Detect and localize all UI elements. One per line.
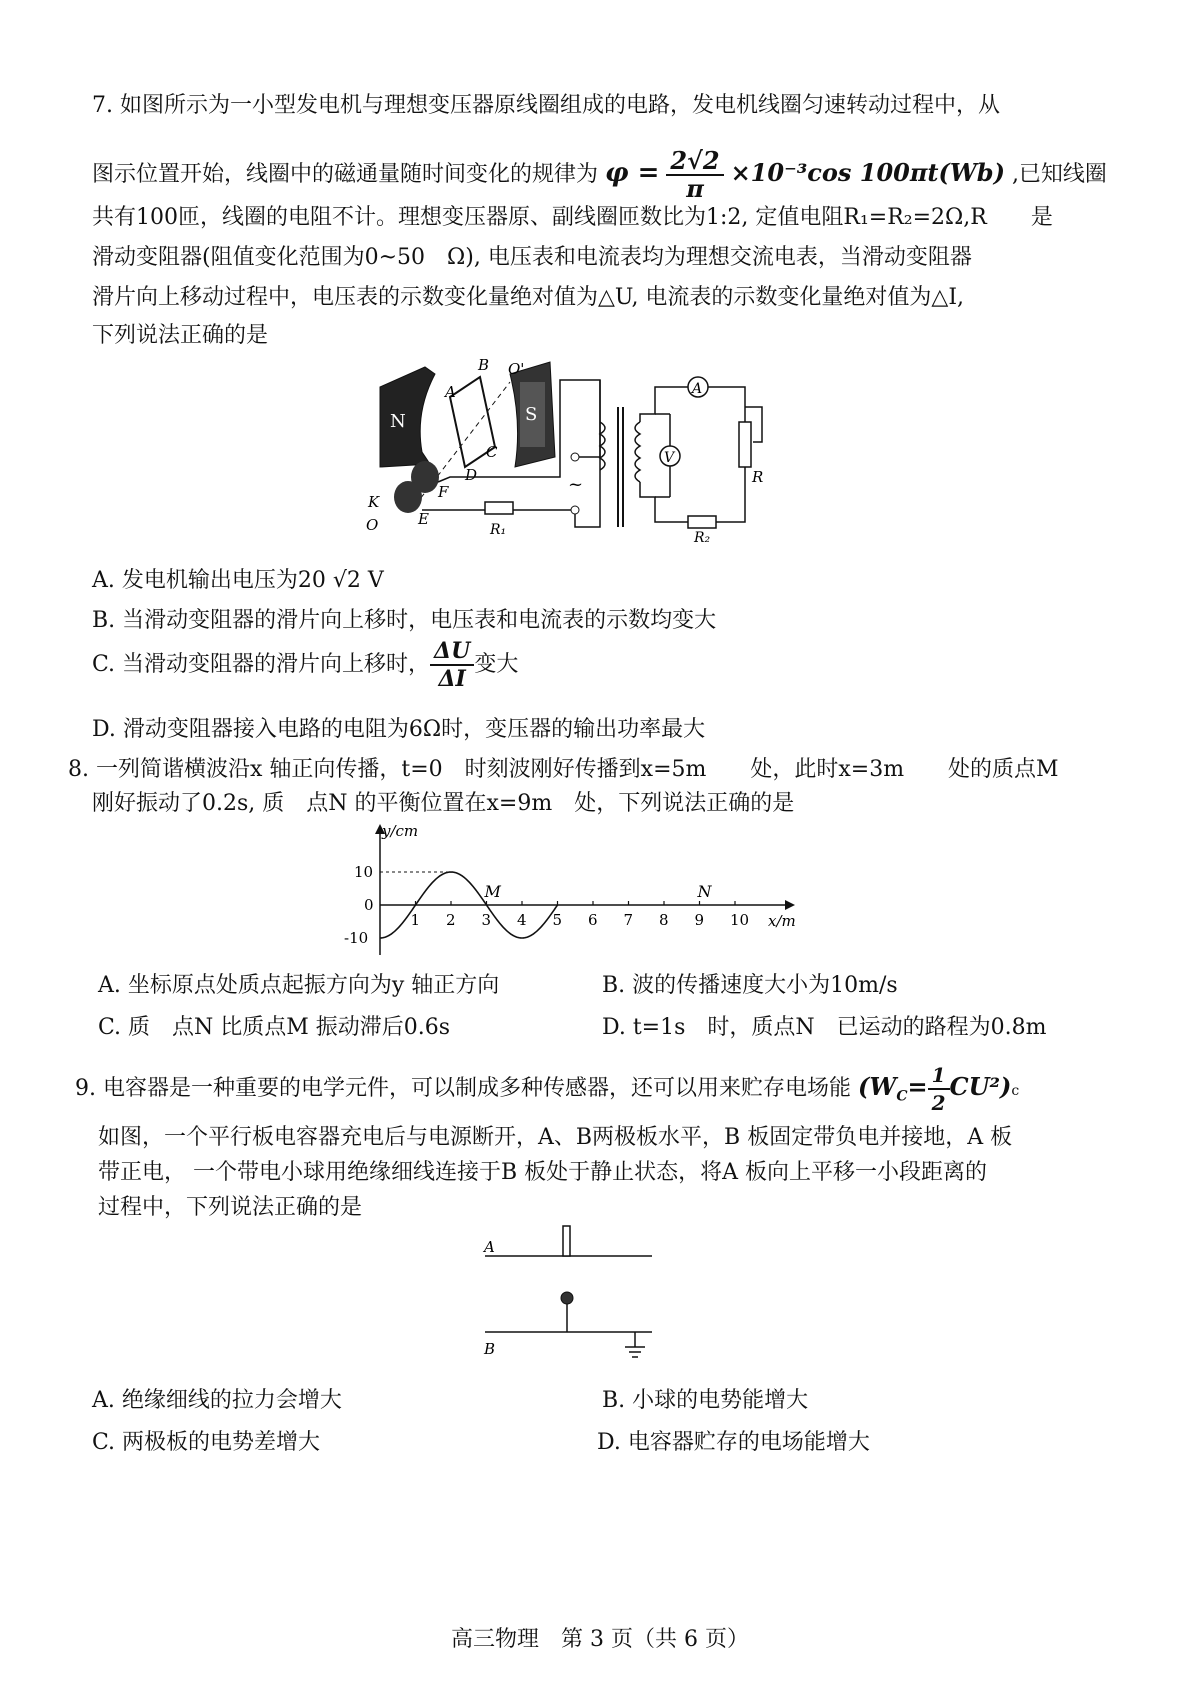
- axis-label-o-prime: O': [508, 360, 525, 378]
- q7-fraction: [666, 148, 723, 202]
- south-magnet-label: S: [525, 404, 538, 425]
- q9-formula-eq: =: [907, 1072, 928, 1101]
- q9-line-1: [75, 1062, 1019, 1116]
- coil-label-d: D: [465, 466, 478, 484]
- wire-primary-return: [575, 380, 600, 527]
- q8-option-d[interactable]: D. t=1s 时，质点N 已运动的路程为0.8m: [602, 1015, 1047, 1040]
- axis-label-o: O: [366, 516, 379, 534]
- q7-option-c-fraction: [430, 638, 474, 692]
- slip-ring-e: [394, 481, 422, 513]
- q7-line-4: 滑动变阻器(阻值变化范围为0~50 Ω), 电压表和电流表均为理想交流电表，当滑动变阻器: [92, 245, 972, 270]
- y-tick-label: 0: [364, 896, 374, 914]
- point-label-n: N: [697, 882, 712, 901]
- north-magnet-label: N: [390, 411, 406, 432]
- y-axis-label: y/cm: [382, 822, 419, 840]
- x-tick-label: 8: [659, 911, 669, 929]
- x-tick-label: 5: [552, 911, 563, 929]
- q9-line-1-pre: 9. 电容器是一种重要的电学元件，可以制成多种传感器，还可以用来贮存电场能: [75, 1076, 851, 1101]
- q9-formula-sub: C: [896, 1088, 908, 1105]
- ac-symbol: ~: [568, 474, 584, 495]
- q9-option-a[interactable]: A. 绝缘细线的拉力会增大: [92, 1388, 342, 1413]
- x-tick-label: 6: [588, 911, 598, 929]
- plate-b-label: B: [484, 1340, 496, 1358]
- plate-a-label: A: [484, 1238, 495, 1256]
- q7-line-1: 7. 如图所示为一小型发电机与理想变压器原线圈组成的电路，发电机线圈匀速转动过程中，从: [92, 93, 1000, 118]
- ring-label-e: E: [418, 510, 429, 528]
- q7-line-2: [92, 148, 1107, 202]
- q7-option-c-pre: C. 当滑动变阻器的滑片向上移时，: [92, 652, 431, 677]
- q9-fraction-den: 2: [931, 1091, 946, 1115]
- q8-wave-chart: [330, 820, 800, 960]
- q9-formula-pre: (W: [858, 1072, 897, 1101]
- q8-line-2: 刚好振动了0.2s, 质 点N 的平衡位置在x=9m 处，下列说法正确的是: [92, 791, 795, 816]
- x-tick-label: 2: [446, 911, 456, 929]
- north-magnet: [380, 367, 435, 467]
- q9-line-1-end: c: [1011, 1083, 1020, 1099]
- secondary-wire-bottom: [640, 467, 745, 522]
- q9-option-b[interactable]: B. 小球的电势能增大: [602, 1388, 809, 1413]
- voltmeter-label: V: [664, 450, 675, 466]
- q7-formula-tail: ×10⁻³cos 100πt(Wb): [730, 158, 1005, 187]
- terminal-top: [571, 453, 579, 461]
- resistor-r1: [485, 502, 513, 514]
- ring-label-k: K: [368, 493, 380, 511]
- coil-label-c: C: [486, 443, 498, 461]
- q7-fraction-num: 2√2: [666, 148, 723, 176]
- x-axis-label: x/m: [768, 912, 796, 930]
- x-tick-label: 10: [730, 911, 750, 929]
- q7-line-2-post: ,已知线圈: [1011, 162, 1107, 187]
- q9-fraction-num: 1: [928, 1062, 950, 1090]
- q8-option-a[interactable]: A. 坐标原点处质点起振方向为y 轴正方向: [98, 973, 500, 998]
- x-tick-label: 4: [517, 911, 527, 929]
- q9-line-3: 带正电， 一个带电小球用绝缘细线连接于B 板处于静止状态，将A 板向上平移一小段距离的: [98, 1160, 988, 1185]
- q8-option-b[interactable]: B. 波的传播速度大小为10m/s: [602, 973, 898, 998]
- q7-option-d[interactable]: D. 滑动变阻器接入电路的电阻为6Ω时，变压器的输出功率最大: [92, 717, 706, 742]
- ring-label-f: F: [438, 483, 449, 501]
- q7-line-6: 下列说法正确的是: [92, 323, 269, 348]
- q7-option-c-num: ΔU: [430, 638, 474, 666]
- q7-option-c[interactable]: [92, 638, 518, 692]
- resistor-r2: [688, 516, 716, 528]
- ammeter-label: A: [692, 381, 703, 397]
- q9-fraction: [928, 1062, 950, 1116]
- q9-capacitor-figure: [480, 1220, 670, 1365]
- page-footer: 高三物理 第 3 页（共 6 页）: [451, 1627, 749, 1652]
- rheostat-r: [739, 422, 751, 467]
- q7-fraction-den: π: [686, 174, 704, 203]
- x-tick-label: 7: [623, 911, 634, 929]
- q8-option-c[interactable]: C. 质 点N 比质点M 振动滞后0.6s: [98, 1015, 451, 1040]
- resistor-r1-label: R₁: [490, 522, 507, 538]
- q7-line-3: 共有100匝，线圈的电阻不计。理想变压器原、副线圈匝数比为1:2, 定值电阻R₁=R₂=2Ω,R 是: [92, 205, 1053, 230]
- charged-ball: [561, 1292, 573, 1304]
- q7-option-b[interactable]: B. 当滑动变阻器的滑片向上移时，电压表和电流表的示数均变大: [92, 608, 717, 633]
- point-label-m: M: [484, 882, 501, 901]
- y-tick-label: -10: [344, 929, 369, 947]
- q7-line-5: 滑片向上移动过程中，电压表的示数变化量绝对值为△U, 电流表的示数变化量绝对值为△I,: [92, 285, 965, 310]
- q7-option-a[interactable]: A. 发电机输出电压为20 √2 V: [92, 568, 384, 593]
- plate-a-handle: [563, 1226, 570, 1256]
- q7-option-c-den: ΔI: [438, 666, 466, 692]
- q9-formula-post: CU²): [949, 1072, 1012, 1101]
- q9-line-2: 如图，一个平行板电容器充电后与电源断开，A、B两极板水平，B 板固定带负电并接地，A 板: [98, 1125, 1013, 1150]
- q9-line-4: 过程中，下列说法正确的是: [98, 1195, 363, 1220]
- x-tick-label: 1: [410, 911, 421, 929]
- q8-line-1: 8. 一列简谐横波沿x 轴正向传播，t=0 时刻波刚好传播到x=5m 处，此时x=3m 处的质点M: [68, 757, 1059, 782]
- secondary-coil: [635, 422, 640, 482]
- q9-option-d[interactable]: D. 电容器贮存的电场能增大: [597, 1430, 870, 1455]
- q7-phi: φ =: [605, 158, 660, 188]
- x-tick-label: 9: [694, 911, 705, 929]
- q7-line-2-pre: 图示位置开始，线圈中的磁通量随时间变化的规律为: [92, 162, 599, 187]
- q7-option-c-post: 变大: [474, 652, 519, 677]
- y-tick-label: 10: [354, 863, 374, 881]
- rheostat-label: R: [752, 468, 764, 486]
- q9-option-c[interactable]: C. 两极板的电势差增大: [92, 1430, 321, 1455]
- q7-generator-circuit-figure: [360, 352, 780, 542]
- coil-label-b: B: [478, 356, 490, 374]
- x-tick-label: 3: [481, 911, 492, 929]
- resistor-r2-label: R₂: [694, 530, 711, 542]
- coil-label-a: A: [445, 383, 456, 401]
- x-axis-arrow: [785, 900, 795, 910]
- terminal-bottom: [571, 506, 579, 514]
